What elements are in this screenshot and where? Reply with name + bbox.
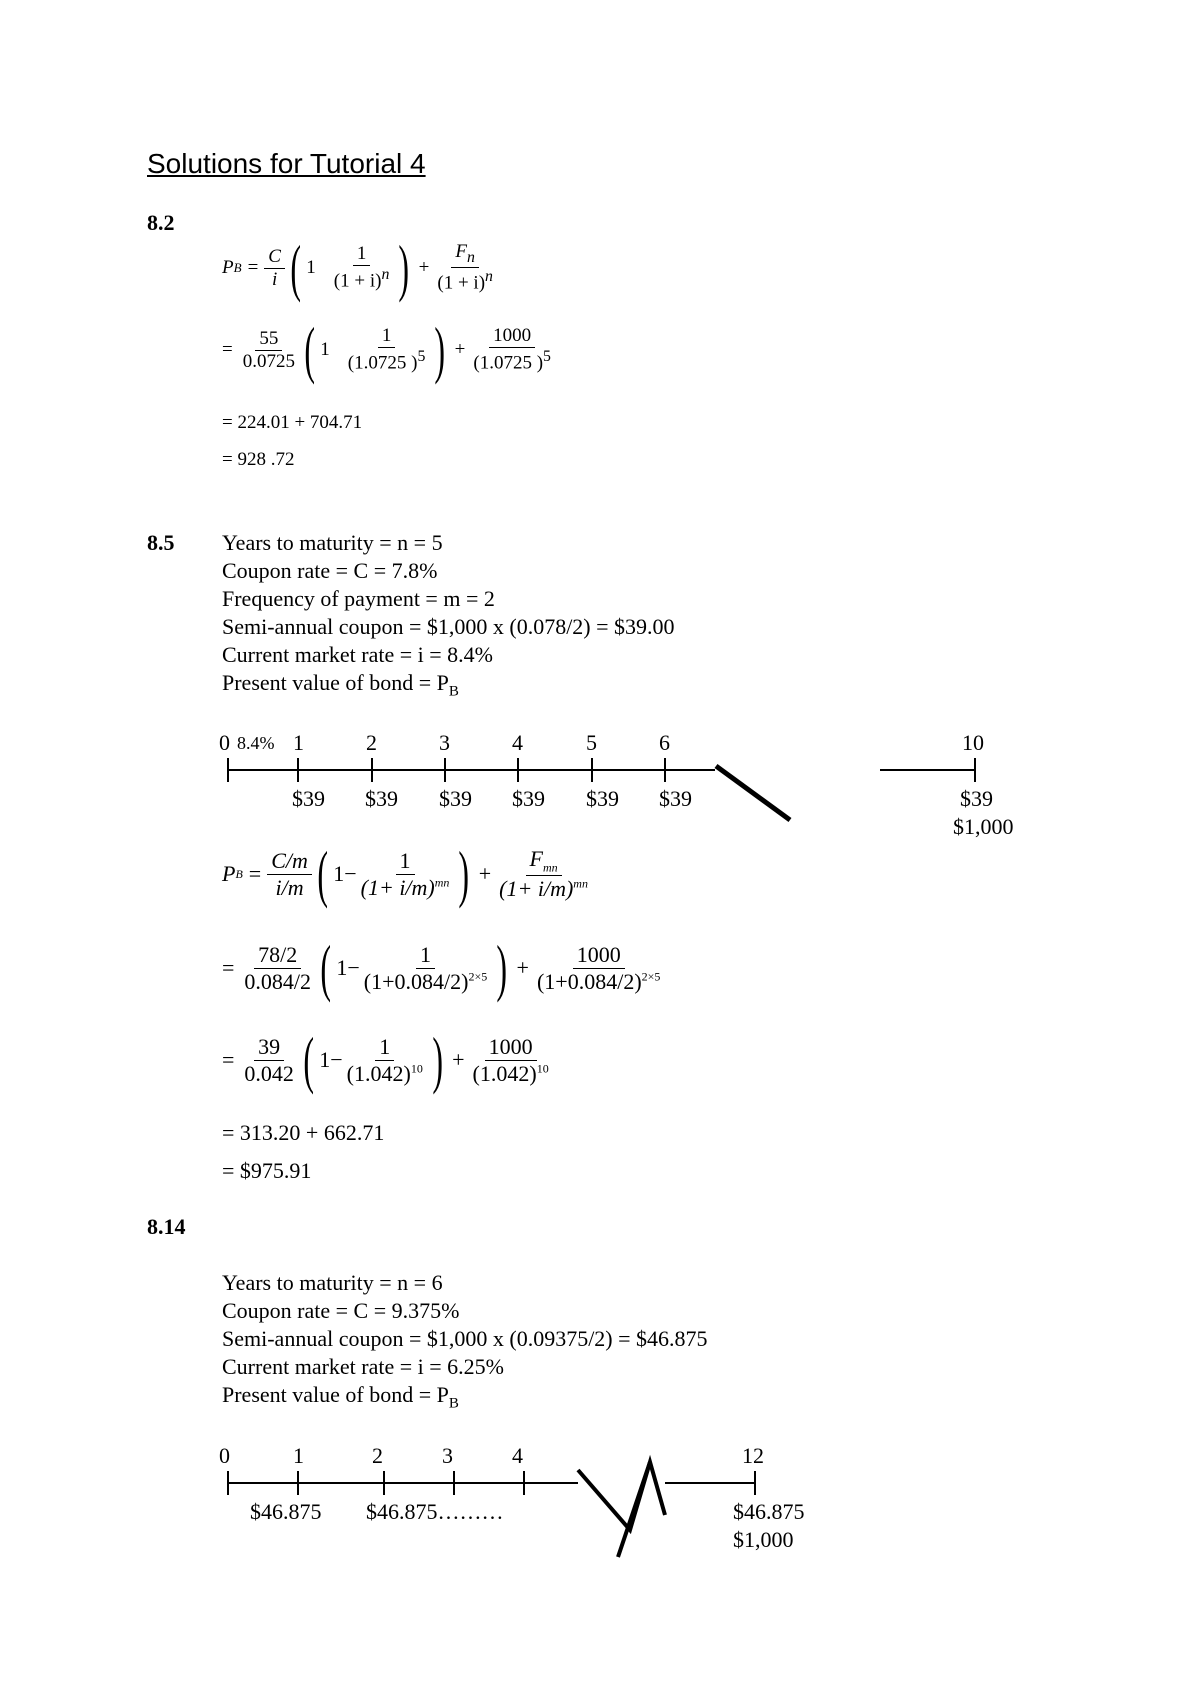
result-8-5-sum: = 313.20 + 662.71 [222, 1120, 385, 1145]
page-title: Solutions for Tutorial 4 [147, 148, 426, 179]
payment-label: $39 [960, 786, 993, 811]
formula-8-5-simplified: = $\frac{39}{0.042}$ ( 1− $\frac{1}{(1.042)^{10}}$ ) + $\frac{1000}{(1.042)^{10}}$ [222, 1024, 549, 1095]
tick-label: 2 [366, 730, 377, 755]
result-8-2-final: = 928 .72 [222, 449, 295, 470]
tick-label: 1 [293, 730, 304, 755]
payment-label: $46.875 [250, 1499, 322, 1524]
payment-label: $39 [439, 786, 472, 811]
result-8-5-final: = $975.91 [222, 1158, 312, 1183]
tick-label: 0 [219, 730, 230, 755]
pb-symbol: P [222, 257, 234, 278]
face-value-label: $1,000 [953, 814, 1014, 839]
info-line: Current market rate = i = 8.4% [222, 642, 494, 667]
tick-label: 2 [372, 1443, 383, 1468]
info-line: Coupon rate = C = 7.8% [222, 558, 438, 583]
tick-label: 12 [742, 1443, 764, 1468]
tick-label: 3 [442, 1443, 453, 1468]
info-line: Semi-annual coupon = $1,000 x (0.09375/2) = $46.875 [222, 1326, 708, 1351]
formula-8-2-general: P B = $\frac{C}{i}$ ( 1 $\frac{1}{(1 + i)^n}$ ) + $\frac{F_n}{(1 + i)^n}$ [222, 232, 493, 303]
result-8-2-sum: = 224.01 + 704.71 [222, 412, 363, 433]
formula-8-5-substituted: = $\frac{78/2}{0.084/2}$ ( 1− $\frac{1}{(1+0.084/2)^{2\times 5}}$ ) + $\frac{1000}{(1+0.084/2)^{2\times 5}}$ [222, 932, 661, 1003]
coupon-over-rate: $\frac{C}{i}$ [264, 246, 285, 291]
info-line: Coupon rate = C = 9.375% [222, 1298, 460, 1323]
payment-label: $39 [365, 786, 398, 811]
face-value-label: $1,000 [733, 1527, 794, 1552]
info-line: Current market rate = i = 6.25% [222, 1354, 505, 1379]
tick-label: 6 [659, 730, 670, 755]
tick-label: 4 [512, 730, 523, 755]
payment-label: $39 [512, 786, 545, 811]
payment-label: $46.875 [733, 1499, 805, 1524]
section-label-8-14: 8.14 [147, 1214, 186, 1239]
info-line: Semi-annual coupon = $1,000 x (0.078/2) = $39.00 [222, 614, 675, 639]
payment-label: $39 [292, 786, 325, 811]
tick-label: 1 [293, 1443, 304, 1468]
payment-label: $39 [586, 786, 619, 811]
tick-label: 0 [219, 1443, 230, 1468]
tick-label: 10 [962, 730, 984, 755]
rate-label: 8.4% [237, 733, 275, 753]
tick-label: 5 [586, 730, 597, 755]
info-line: Present value of bond = $P_B$ [222, 670, 459, 700]
payment-label: $46.875……… [366, 1499, 504, 1524]
tick-label: 3 [439, 730, 450, 755]
section-label-8-5: 8.5 [147, 530, 175, 555]
formula-8-5-general: P B = $\frac{C/m}{i/m}$ ( 1− $\frac{1}{(1+ i/m)^{mn}}$ ) + $\frac{F_{mn}}{(1+ i/m)^{mn}}$ [222, 838, 588, 909]
section-label-8-2: 8.2 [147, 210, 175, 235]
info-line: Present value of bond = $P_B$ [222, 1382, 459, 1412]
tick-label: 4 [512, 1443, 523, 1468]
formula-8-2-substituted: = $\frac{55}{0.0725}$ ( 1 $\frac{1}{(1.0725 )^5}$ ) + $\frac{1000}{(1.0725 )^5}$ [222, 314, 551, 385]
info-line: Years to maturity = n = 6 [222, 1270, 443, 1295]
info-line: Years to maturity = n = 5 [222, 530, 443, 555]
payment-label: $39 [659, 786, 692, 811]
info-line: Frequency of payment = m = 2 [222, 586, 495, 611]
